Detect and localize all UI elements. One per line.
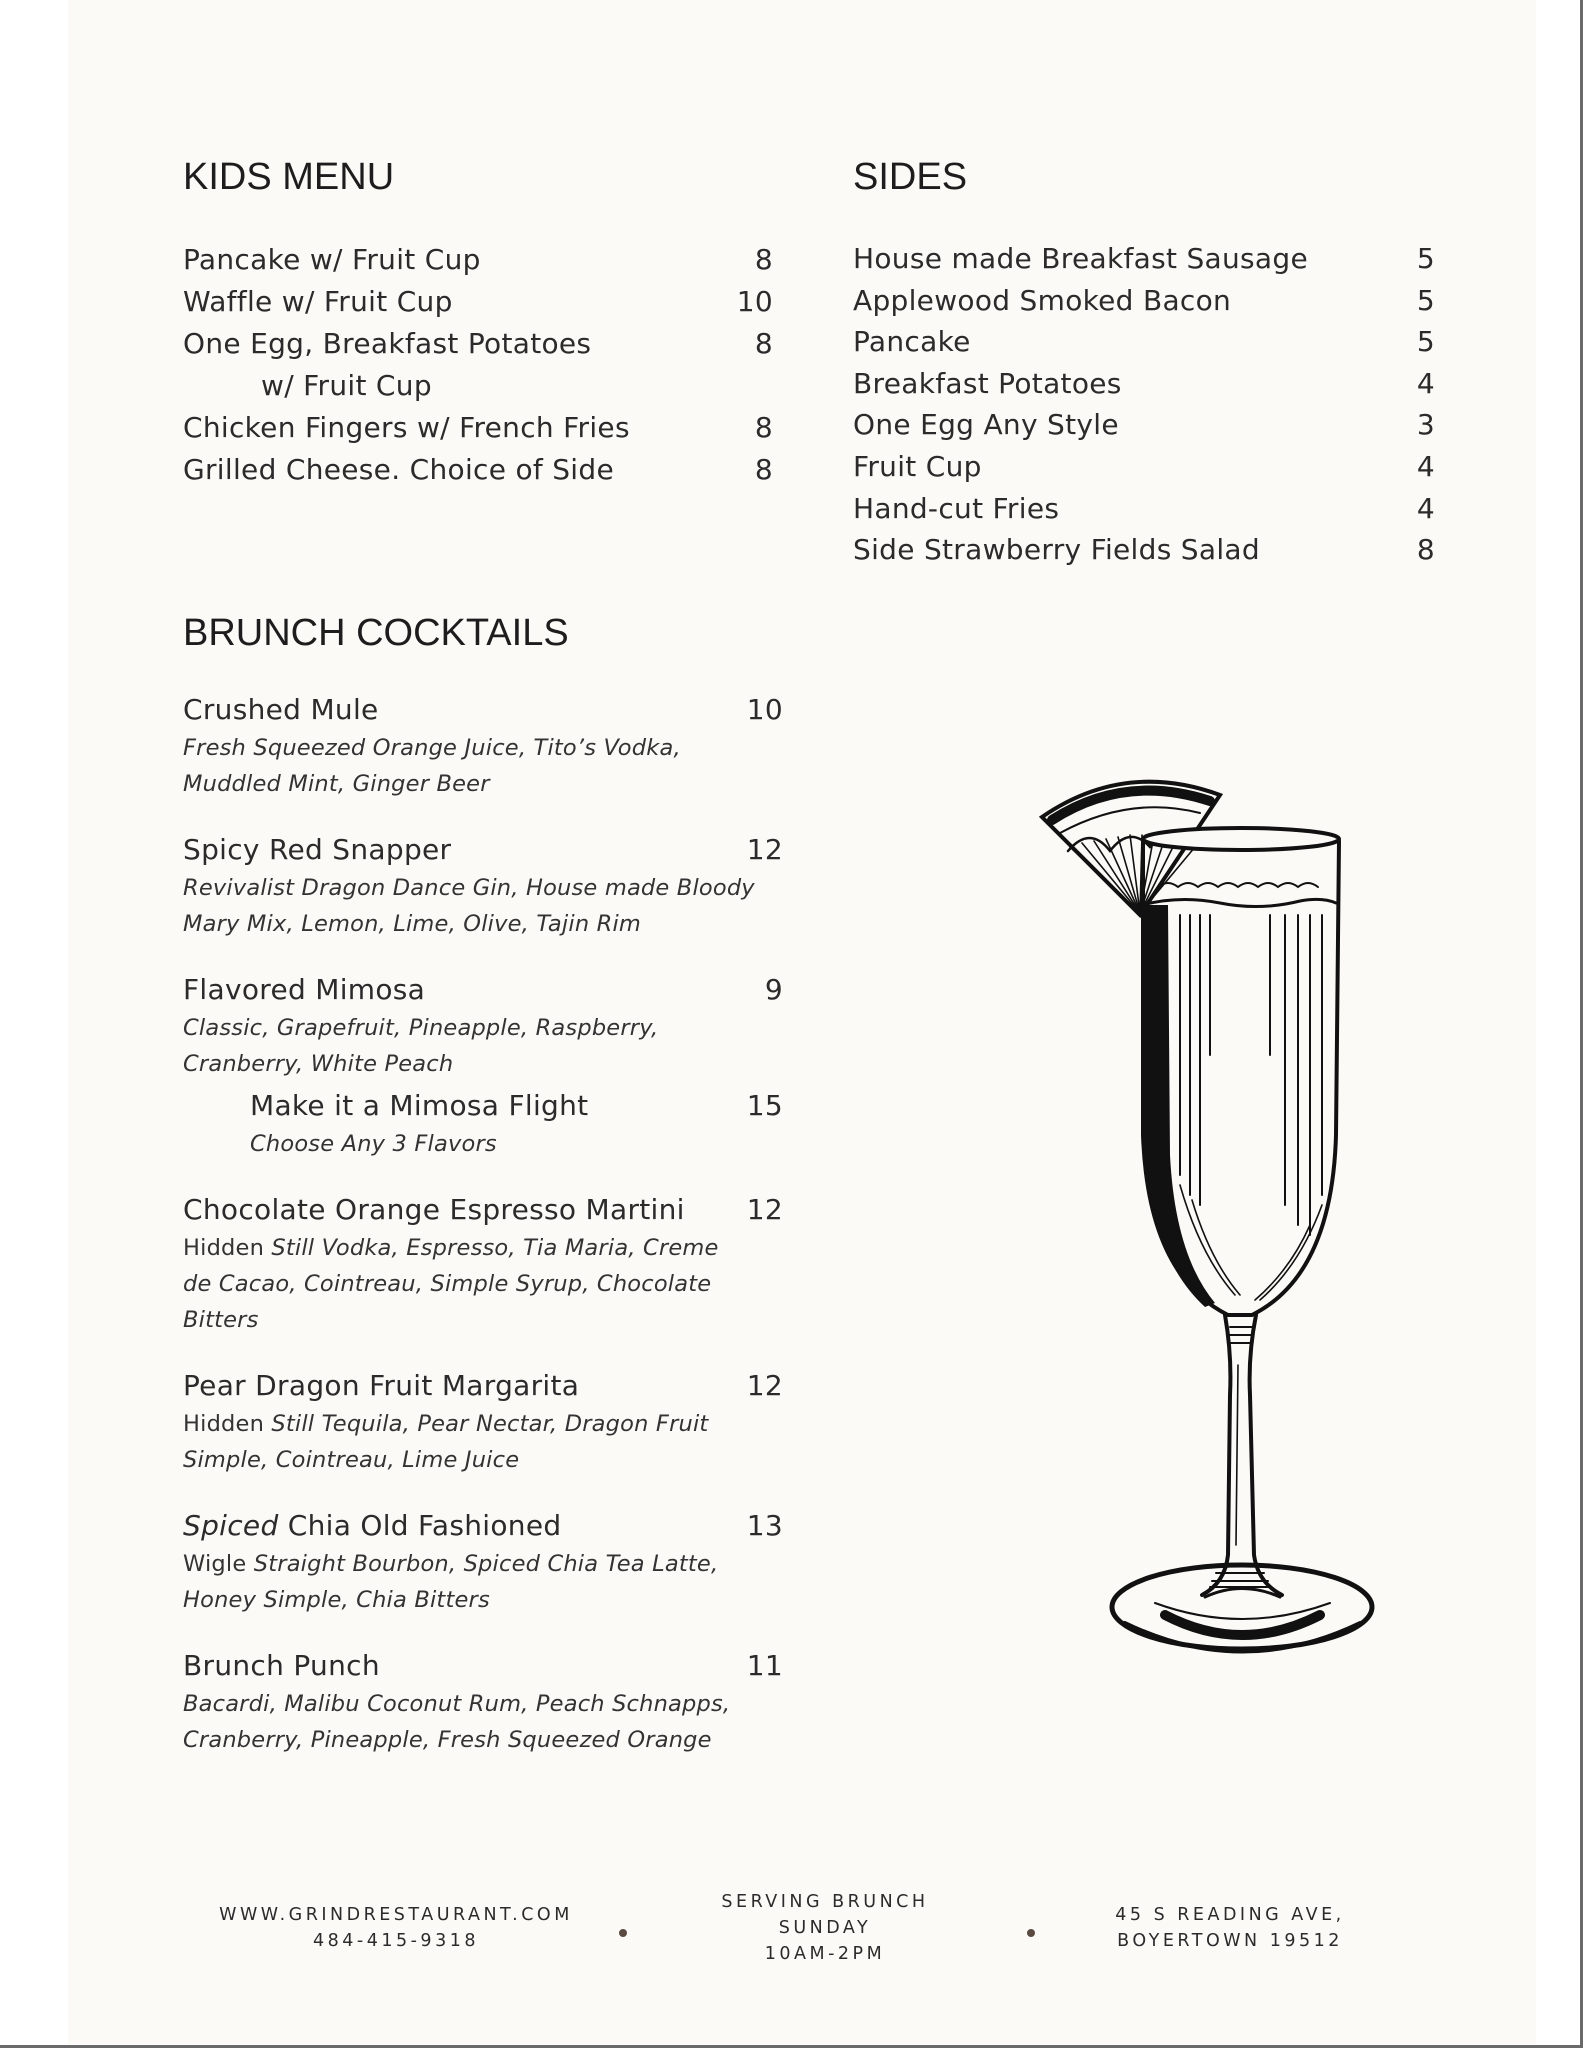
- menu-item: [853, 529, 1435, 571]
- item-price: 4: [1416, 366, 1435, 400]
- website-link[interactable]: WWW.GRINDRESTAURANT.COM: [219, 1905, 573, 1925]
- menu-item: [183, 449, 773, 491]
- cocktail-description: Cranberry, White Peach: [183, 1051, 454, 1077]
- description-text: Still Tequila, Pear Nectar, Dragon Fruit: [264, 1411, 709, 1437]
- item-name: Fruit Cup: [853, 449, 982, 483]
- menu-item: [853, 446, 1435, 488]
- menu-item: [183, 323, 773, 365]
- cocktail-description: [183, 1546, 783, 1582]
- sides-heading: SIDES: [853, 156, 968, 198]
- brand-prefix: Hidden: [183, 1235, 265, 1261]
- menu-item-continuation: [183, 365, 773, 407]
- brand-prefix: Wigle: [183, 1551, 247, 1577]
- item-name: Breakfast Potatoes: [853, 366, 1122, 400]
- cocktail-name: Chocolate Orange Espresso Martini: [183, 1193, 685, 1226]
- cocktail-item: [183, 1646, 783, 1758]
- item-price: 8: [754, 453, 773, 486]
- hours-time: 10AM-2PM: [764, 1944, 886, 1964]
- cocktail-name: Chia Old Fashioned: [278, 1509, 562, 1542]
- item-price: 8: [754, 243, 773, 276]
- hours-line: SERVING BRUNCH: [721, 1892, 929, 1912]
- description-text: Straight Bourbon, Spiced Chia Tea Latte,: [246, 1551, 719, 1577]
- item-name: Chicken Fingers w/ French Fries: [183, 411, 630, 444]
- cocktail-price: 12: [746, 1193, 783, 1226]
- cocktail-description: Honey Simple, Chia Bitters: [183, 1587, 490, 1613]
- footer-separator-dot: [1027, 1929, 1035, 1937]
- item-price: 3: [1416, 408, 1435, 442]
- cocktail-item: [183, 830, 783, 942]
- kids-menu-list: [183, 239, 773, 491]
- item-name: Waffle w/ Fruit Cup: [183, 285, 453, 318]
- menu-item: [853, 238, 1435, 280]
- item-name-continuation: w/ Fruit Cup: [261, 369, 432, 402]
- item-price: 5: [1416, 283, 1435, 317]
- phone-number[interactable]: 484-415-9318: [313, 1931, 479, 1951]
- item-price: 4: [1416, 491, 1435, 525]
- cocktail-item: [183, 970, 783, 1162]
- cocktail-price: 12: [746, 833, 783, 866]
- sides-list: [853, 238, 1435, 571]
- menu-item: [183, 407, 773, 449]
- cocktail-name: Brunch Punch: [183, 1649, 380, 1682]
- item-price: 10: [736, 285, 773, 318]
- cocktail-description: Simple, Cointreau, Lime Juice: [183, 1447, 520, 1473]
- cocktail-description: de Cacao, Cointreau, Simple Syrup, Chocolate: [183, 1271, 712, 1297]
- cocktail-item: [183, 1366, 783, 1478]
- cocktail-description: Classic, Grapefruit, Pineapple, Raspberry,: [183, 1015, 659, 1041]
- item-name: Side Strawberry Fields Salad: [853, 533, 1260, 567]
- item-price: 5: [1416, 242, 1435, 275]
- cocktail-description: Muddled Mint, Ginger Beer: [183, 771, 490, 797]
- cocktail-price: 15: [746, 1089, 783, 1122]
- item-price: 8: [754, 327, 773, 360]
- cocktail-description: Cranberry, Pineapple, Fresh Squeezed Orange: [183, 1727, 712, 1753]
- menu-item: [853, 280, 1435, 322]
- item-name: Pancake: [853, 325, 971, 359]
- item-price: 8: [754, 411, 773, 444]
- cocktail-item: [183, 1190, 783, 1338]
- item-name: Hand-cut Fries: [853, 491, 1060, 525]
- cocktail-description: Fresh Squeezed Orange Juice, Tito’s Vodka,: [183, 735, 681, 761]
- cocktail-price: 10: [746, 693, 783, 726]
- menu-item: [853, 488, 1435, 530]
- item-price: 8: [1416, 533, 1435, 567]
- address-line: BOYERTOWN 19512: [1117, 1931, 1343, 1951]
- cocktail-description: [183, 1230, 783, 1266]
- cocktail-item: [183, 690, 783, 802]
- menu-item: [853, 321, 1435, 363]
- footer-address: [1090, 1902, 1370, 1954]
- champagne-flute-with-citrus-wedge-icon: [1030, 755, 1390, 1665]
- cocktail-price: 9: [764, 973, 783, 1006]
- cocktail-price: 13: [746, 1509, 783, 1542]
- mimosa-flight-option: [183, 1086, 783, 1162]
- footer-separator-dot: [619, 1929, 627, 1937]
- cocktail-description: Revivalist Dragon Dance Gin, House made Bloody: [183, 875, 755, 901]
- cocktail-name: Spicy Red Snapper: [183, 833, 452, 866]
- menu-item: [853, 363, 1435, 405]
- cocktail-description: [183, 1406, 783, 1442]
- footer-contact: [200, 1902, 592, 1954]
- cocktail-description: Bacardi, Malibu Coconut Rum, Peach Schnapps,: [183, 1691, 731, 1717]
- item-price: 4: [1416, 449, 1435, 483]
- cocktail-name: Make it a Mimosa Flight: [250, 1089, 589, 1122]
- footer-hours: [690, 1889, 960, 1967]
- hours-day: SUNDAY: [778, 1918, 872, 1938]
- brand-prefix: Hidden: [183, 1411, 265, 1437]
- cocktails-list: [183, 690, 783, 1786]
- cocktail-name: Flavored Mimosa: [183, 973, 426, 1006]
- cocktail-name-italic: Spiced: [183, 1509, 279, 1542]
- item-name: Grilled Cheese. Choice of Side: [183, 453, 614, 486]
- cocktail-description: Bitters: [183, 1307, 259, 1333]
- address-line: 45 S READING AVE,: [1115, 1905, 1345, 1925]
- kids-menu-heading: KIDS MENU: [183, 156, 395, 198]
- item-name: One Egg, Breakfast Potatoes: [183, 327, 592, 360]
- menu-item: [183, 281, 773, 323]
- cocktail-item: [183, 1506, 783, 1618]
- item-price: 5: [1416, 325, 1435, 359]
- description-text: Still Vodka, Espresso, Tia Maria, Creme: [264, 1235, 719, 1261]
- item-name: One Egg Any Style: [853, 408, 1119, 442]
- item-name: Pancake w/ Fruit Cup: [183, 243, 481, 276]
- item-name: Applewood Smoked Bacon: [853, 283, 1232, 317]
- menu-item: [183, 239, 773, 281]
- cocktail-description: Choose Any 3 Flavors: [250, 1131, 497, 1157]
- cocktail-name: Pear Dragon Fruit Margarita: [183, 1369, 580, 1402]
- item-name: House made Breakfast Sausage: [853, 242, 1308, 275]
- cocktail-description: Mary Mix, Lemon, Lime, Olive, Tajin Rim: [183, 911, 642, 937]
- menu-item: [853, 404, 1435, 446]
- cocktail-price: 11: [746, 1649, 783, 1682]
- cocktail-name: Crushed Mule: [183, 693, 379, 726]
- cocktails-heading: BRUNCH COCKTAILS: [183, 612, 569, 654]
- cocktail-price: 12: [746, 1369, 783, 1402]
